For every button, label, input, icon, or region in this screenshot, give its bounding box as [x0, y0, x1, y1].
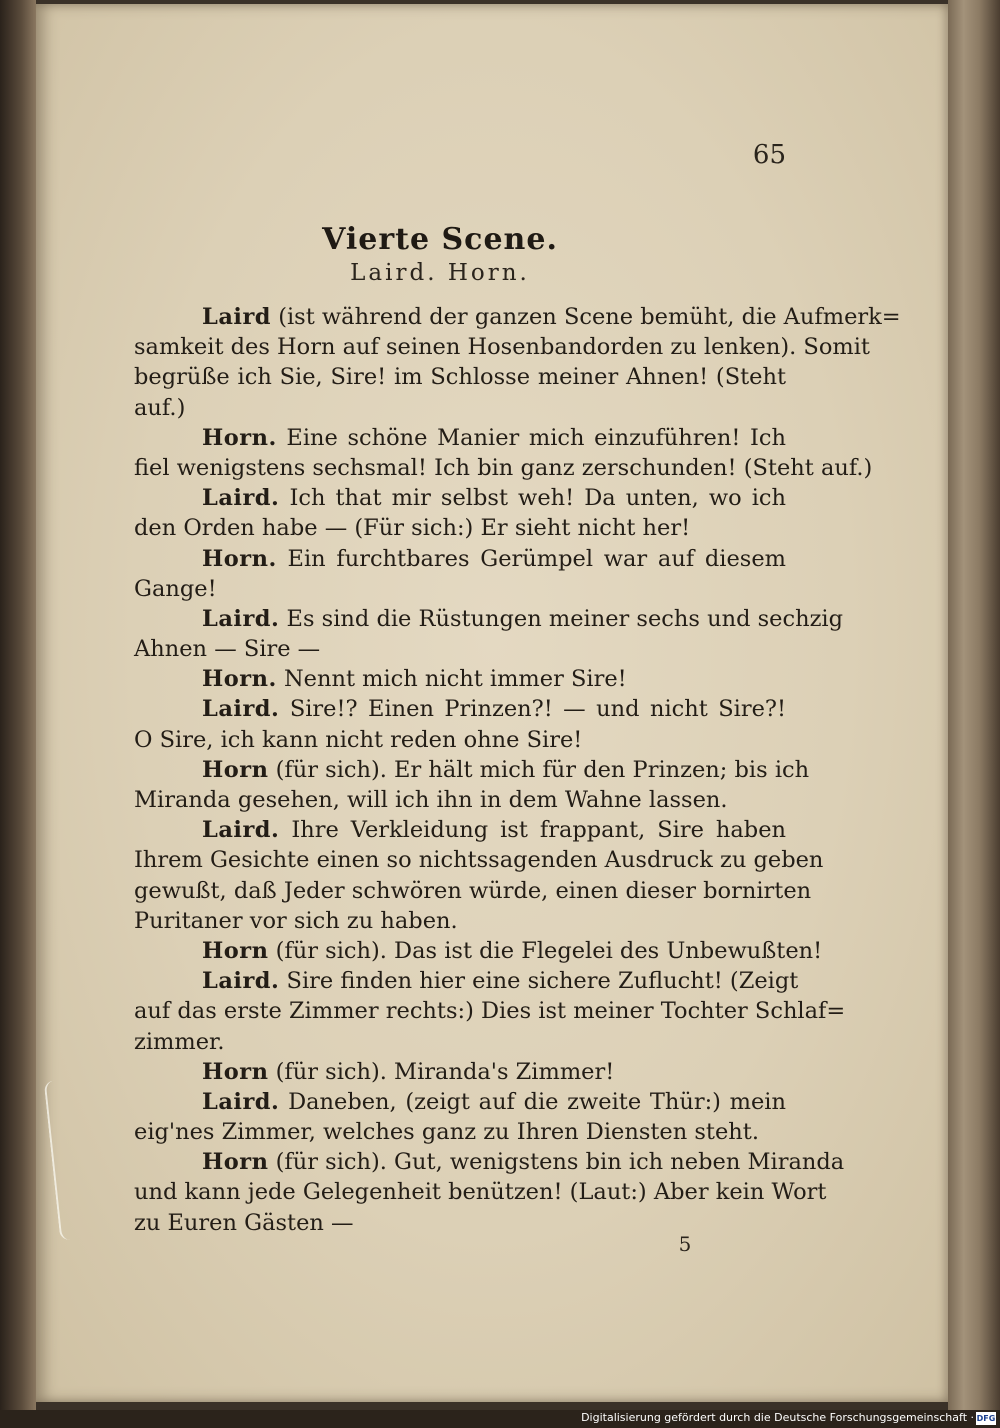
text-line	[134, 604, 844, 634]
text-line	[134, 876, 812, 906]
speaker-name: Laird.	[202, 1088, 280, 1115]
dialogue-text	[134, 302, 901, 1238]
line-text: eig'nes Zimmer, welches ganz zu Ihren Diensten steht.	[134, 1119, 759, 1146]
text-line	[134, 1057, 786, 1087]
speaker-name: Horn	[202, 756, 269, 783]
line-text: Sire!? Einen Prinzen?! — und nicht Sire?!	[279, 696, 786, 723]
text-line	[134, 664, 786, 694]
line-text: Ihre Verkleidung ist frappant, Sire haben	[279, 817, 786, 844]
line-text: auf.)	[134, 394, 186, 421]
speaker-name: Horn	[202, 937, 269, 964]
speaker-name: Laird.	[202, 968, 280, 995]
text-line	[134, 393, 786, 423]
line-text: Es sind die Rüstungen meiner sechs und sechzig	[279, 605, 844, 632]
speaker-name: Horn.	[202, 666, 277, 693]
line-text: O Sire, ich kann nicht reden ohne Sire!	[134, 726, 583, 753]
page-number: 65	[752, 140, 786, 170]
speaker-name: Laird.	[202, 605, 280, 632]
text-line	[134, 483, 786, 513]
line-text: gewußt, daß Jeder schwören würde, einen dieser bornirten	[134, 877, 812, 904]
line-text: samkeit des Horn auf seinen Hosenbandorden zu lenken). Somit	[134, 334, 870, 361]
speaker-name: Laird.	[202, 696, 280, 723]
line-text: zu Euren Gästen —	[134, 1209, 354, 1236]
line-text: (für sich). Das ist die Flegelei des Unbewußten!	[268, 937, 823, 964]
line-text: Gange!	[134, 575, 217, 602]
line-text: (für sich). Er hält mich für den Prinzen; bis ich	[268, 756, 810, 783]
line-text: Ahnen — Sire —	[134, 636, 321, 663]
text-line	[134, 1027, 786, 1057]
line-text: auf das erste Zimmer rechts:) Dies ist meiner Tochter Schlaf=	[134, 998, 846, 1025]
speaker-name: Horn	[202, 1149, 269, 1176]
text-line	[134, 755, 810, 785]
text-line	[134, 1117, 786, 1147]
line-text: zimmer.	[134, 1028, 225, 1055]
scene-characters: Laird. Horn.	[350, 260, 530, 286]
text-line	[134, 1177, 827, 1207]
speaker-name: Horn.	[202, 424, 277, 451]
text-line	[134, 845, 824, 875]
scene-title: Vierte Scene.	[322, 222, 558, 257]
text-line	[134, 453, 873, 483]
text-line	[134, 544, 786, 574]
text-line	[134, 694, 786, 724]
line-text: und kann jede Gelegenheit benützen! (Laut:) Aber kein Wort	[134, 1179, 827, 1206]
text-line	[134, 936, 823, 966]
text-line	[134, 1147, 845, 1177]
book-left-edge	[0, 0, 36, 1428]
dfg-logo-icon: DFG	[976, 1414, 996, 1423]
text-line	[134, 574, 786, 604]
line-text: Daneben, (zeigt auf die zweite Thür:) mein	[279, 1088, 786, 1115]
text-line	[134, 1087, 786, 1117]
footer-credit: Digitalisierung gefördert durch die Deutsche Forschungsgemeinschaft ·	[581, 1411, 974, 1424]
text-line	[134, 906, 786, 936]
line-text: Sire finden hier eine sichere Zuflucht! (Zeigt	[279, 968, 799, 995]
text-line	[134, 966, 799, 996]
line-text: begrüße ich Sie, Sire! im Schlosse meiner Ahnen! (Steht	[134, 364, 786, 391]
text-line	[134, 513, 786, 543]
line-text: Puritaner vor sich zu haben.	[134, 907, 458, 934]
line-text: (für sich). Miranda's Zimmer!	[268, 1058, 615, 1085]
speaker-name: Laird.	[202, 817, 280, 844]
speaker-name: Horn.	[202, 545, 277, 572]
line-text: Ich that mir selbst weh! Da unten, wo ich	[279, 485, 786, 512]
text-line	[134, 725, 786, 755]
text-line	[134, 815, 786, 845]
text-line	[134, 423, 786, 453]
line-text: Miranda gesehen, will ich ihn in dem Wahne lassen.	[134, 787, 728, 813]
signature-mark: 5	[678, 1232, 692, 1256]
line-text: (ist während der ganzen Scene bemüht, die Aufmerk=	[271, 304, 901, 330]
line-text: den Orden habe — (Für sich:) Er sieht nicht her!	[134, 515, 691, 542]
text-line	[134, 996, 846, 1026]
text-line	[134, 362, 786, 392]
text-line	[134, 302, 901, 332]
line-text: Ein furchtbares Gerümpel war auf diesem	[276, 545, 786, 572]
speaker-name: Laird.	[202, 485, 280, 512]
book-right-edge	[948, 0, 1000, 1410]
line-text: fiel wenigstens sechsmal! Ich bin ganz zerschunden! (Steht auf.)	[134, 454, 873, 481]
line-text: Ihrem Gesichte einen so nichtssagenden Ausdruck zu geben	[134, 847, 824, 874]
text-line	[134, 634, 786, 664]
speaker-name: Horn	[202, 1058, 269, 1085]
line-text: Nennt mich nicht immer Sire!	[276, 666, 627, 693]
text-line	[134, 332, 870, 362]
line-text: Eine schöne Manier mich einzuführen! Ich	[276, 424, 786, 451]
speaker-name: Laird	[202, 304, 272, 330]
line-text: (für sich). Gut, wenigstens bin ich neben Miranda	[268, 1149, 845, 1176]
text-line	[134, 785, 786, 815]
